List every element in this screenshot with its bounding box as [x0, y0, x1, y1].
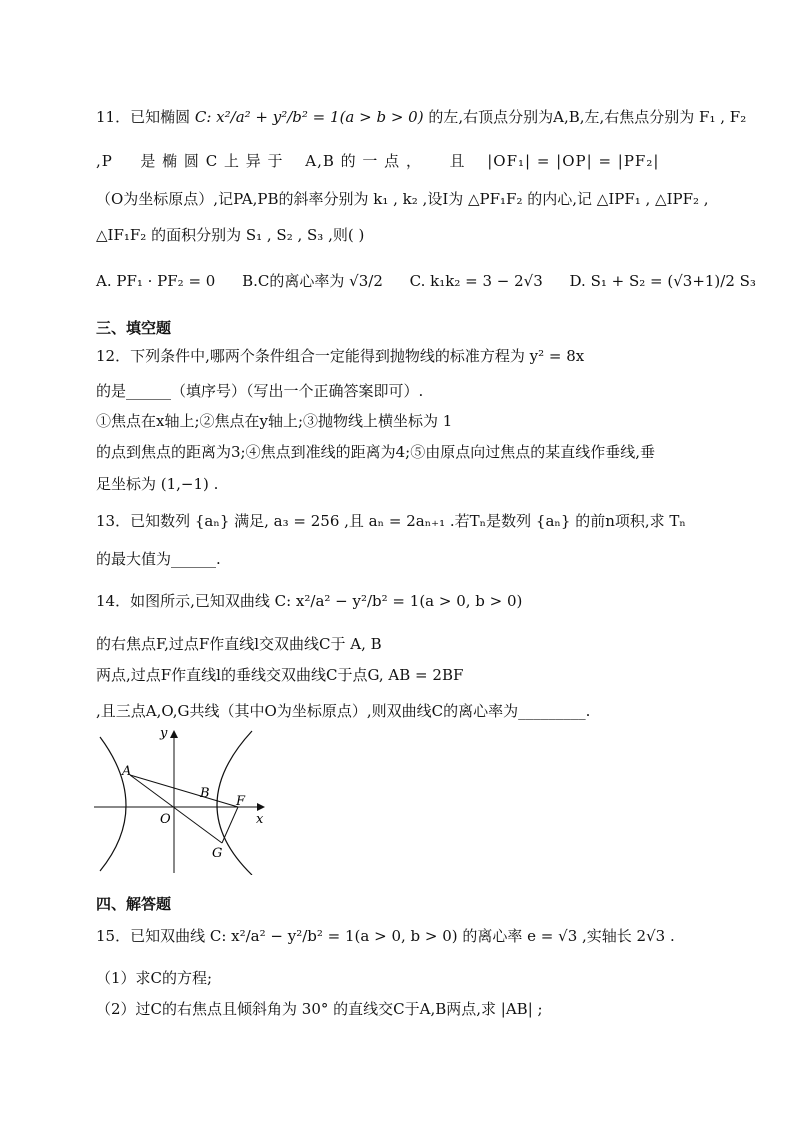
label-f: F — [236, 794, 246, 809]
q11-ellipse-equation: C: x²/a² + y²/b² = 1(a > b > 0) — [194, 108, 424, 126]
q11-option-d: D. S₁ + S₂ = (√3+1)/2 S₃ — [569, 272, 756, 290]
q12-line-3: ①焦点在x轴上;②焦点在y轴上;③抛物线上横坐标为 1 — [96, 412, 453, 430]
q13-line-1: 13．已知数列 {aₙ} 满足, a₃ = 256 ,且 aₙ = 2aₙ₊₁ .若Tₙ是数列 {aₙ} 的前n项积,求 Tₙ — [96, 512, 686, 530]
q15-line-2: （1）求C的方程; — [96, 969, 213, 987]
label-a: A — [122, 764, 132, 779]
section-title-fill-in: 三、填空题 — [96, 319, 172, 337]
q13-line-2: 的最大值为______. — [96, 550, 221, 568]
q11-option-c: C. k₁k₂ = 3 − 2√3 — [409, 272, 543, 290]
q12-line-5: 足坐标为 (1,−1) . — [96, 475, 219, 493]
label-y: y — [160, 726, 168, 741]
label-x: x — [256, 812, 264, 827]
q11-text-1b: 的左,右顶点分别为A,B,左,右焦点分别为 F₁ , F₂ — [428, 108, 747, 126]
q14-line-1: 14．如图所示,已知双曲线 C: x²/a² − y²/b² = 1(a > 0, b > 0) — [96, 592, 523, 610]
label-o: O — [160, 812, 171, 827]
hyperbola-figure — [92, 725, 272, 875]
label-g: G — [212, 846, 223, 861]
q11-line-3: （O为坐标原点）,记PA,PB的斜率分别为 k₁ , k₂ ,设I为 △PF₁F₂ 的内心,记 △IPF₁ , △IPF₂ , — [96, 190, 709, 208]
q11-line-4: △IF₁F₂ 的面积分别为 S₁ , S₂ , S₃ ,则( ) — [96, 226, 365, 244]
q12-line-2: 的是______（填序号）（写出一个正确答案即可）. — [96, 382, 424, 400]
q12-line-1: 12．下列条件中,哪两个条件组合一定能得到抛物线的标准方程为 y² = 8x — [96, 347, 585, 365]
section-title-solve: 四、解答题 — [96, 895, 172, 913]
q14-line-2: 的右焦点F,过点F作直线l交双曲线C于 A, B — [96, 635, 382, 653]
q14-line-3: 两点,过点F作直线l的垂线交双曲线C于点G, AB = 2BF — [96, 666, 464, 684]
q11-option-a: A. PF₁ · PF₂ = 0 — [96, 272, 216, 290]
q11-text-1a: 11．已知椭圆 — [96, 108, 191, 126]
label-b: B — [200, 786, 210, 801]
q14-line-4: ,且三点A,O,G共线（其中O为坐标原点）,则双曲线C的离心率为_________. — [96, 702, 591, 720]
line-fg — [222, 807, 238, 843]
q11-option-b: B.C的离心率为 √3/2 — [242, 272, 383, 290]
q15-line-3: （2）过C的右焦点且倾斜角为 30° 的直线交C于A,B两点,求 |AB| ; — [96, 1000, 543, 1018]
q11-line-2: ,P 是 椭 圆 C 上 异 于 A,B 的 一 点 ， 且 |OF₁| = |OP| = |PF₂| — [96, 152, 660, 170]
q12-line-4: 的点到焦点的距离为3;④焦点到准线的距离为4;⑤由原点向过焦点的某直线作垂线,垂 — [96, 443, 655, 461]
q11-options — [96, 270, 778, 292]
q15-line-1: 15．已知双曲线 C: x²/a² − y²/b² = 1(a > 0, b > 0) 的离心率 e = √3 ,实轴长 2√3 . — [96, 927, 675, 945]
hyperbola-left-branch — [100, 737, 126, 871]
q11-line-1 — [96, 106, 746, 128]
